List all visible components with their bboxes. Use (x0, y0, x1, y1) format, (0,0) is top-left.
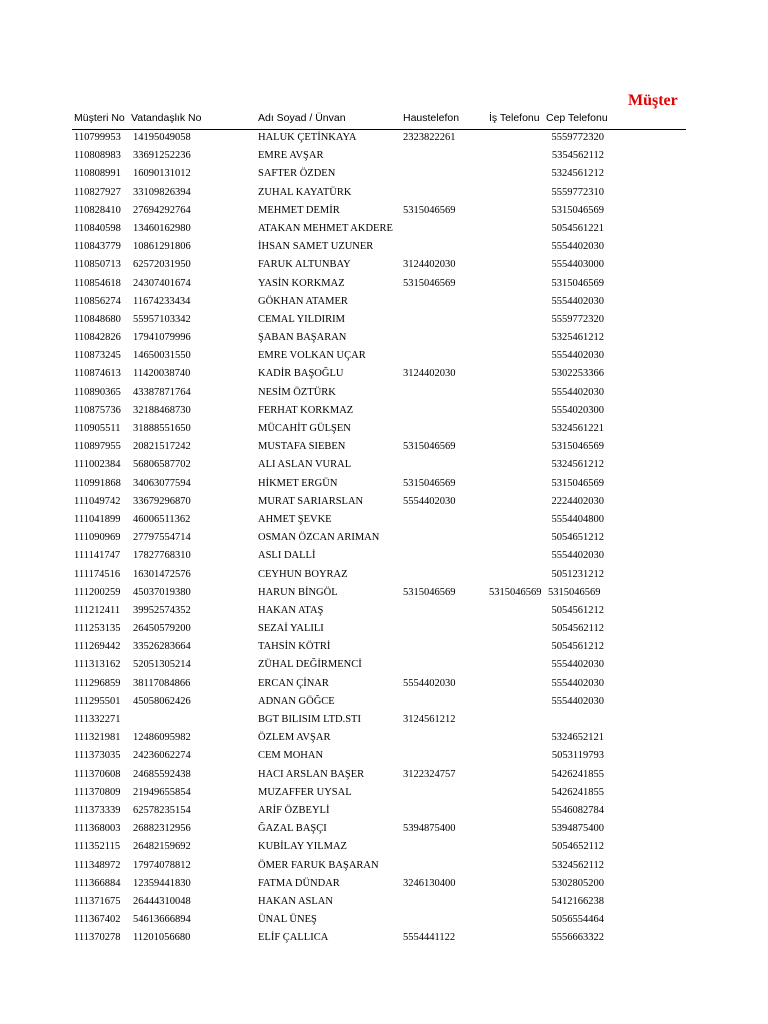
cell-vatandaslik-no: 10861291806 (133, 241, 191, 253)
cell-haustelefon: 5315046569 (403, 204, 456, 216)
cell-ad-soyad: MEHMET DEMİR (258, 204, 340, 216)
table-row (0, 786, 768, 804)
cell-ad-soyad: SEZAİ YALILI (258, 623, 324, 635)
table-row (0, 695, 768, 713)
cell-ad-soyad: KADİR BAŞOĞLU (258, 368, 344, 380)
cell-ad-soyad: ZUHAL KAYATÜRK (258, 186, 352, 198)
cell-cep-telefonu: 5302805200 (551, 877, 604, 889)
table-row (0, 131, 768, 149)
cell-cep-telefonu: 5554403000 (551, 259, 604, 271)
cell-cep-telefonu: 5559772320 (551, 132, 604, 143)
cell-vatandaslik-no: 62578235154 (133, 804, 191, 816)
table-row (0, 604, 768, 622)
cell-musteri-no: 111296859 (74, 677, 121, 689)
table-row (0, 913, 768, 931)
col-header-is-telefonu: İş Telefonu (489, 112, 540, 124)
cell-musteri-no: 111141747 (74, 550, 121, 562)
table-row (0, 895, 768, 913)
cell-vatandaslik-no: 33691252236 (133, 150, 191, 162)
table-row (0, 204, 768, 222)
table-row (0, 859, 768, 877)
cell-vatandaslik-no: 17974078812 (133, 859, 191, 871)
table-row (0, 404, 768, 422)
table-row (0, 386, 768, 404)
cell-musteri-no: 111368003 (74, 823, 121, 835)
cell-vatandaslik-no: 11674233434 (133, 295, 191, 307)
cell-ad-soyad: HARUN BİNGÖL (258, 586, 338, 598)
cell-ad-soyad: ŞABAN BAŞARAN (258, 332, 347, 344)
cell-vatandaslik-no: 17827768310 (133, 550, 191, 562)
cell-ad-soyad: EMRE AVŞAR (258, 150, 324, 162)
cell-cep-telefonu: 5054651212 (551, 532, 604, 544)
cell-ad-soyad: HALUK ÇETİNKAYA (258, 132, 357, 143)
cell-ad-soyad: ZÜHAL DEĞİRMENCİ (258, 659, 362, 671)
table-row (0, 167, 768, 185)
cell-vatandaslik-no: 46006511362 (133, 513, 191, 525)
cell-cep-telefonu: 5554402030 (551, 550, 604, 562)
cell-ad-soyad: ARİF ÖZBEYLİ (258, 804, 330, 816)
cell-musteri-no: 111174516 (74, 568, 121, 580)
cell-cep-telefonu: 5315046569 (551, 477, 604, 489)
cell-vatandaslik-no: 12486095982 (133, 732, 191, 744)
cell-ad-soyad: NESİM ÖZTÜRK (258, 386, 336, 398)
cell-vatandaslik-no: 33679296870 (133, 495, 191, 507)
table-row (0, 768, 768, 786)
cell-vatandaslik-no: 16090131012 (133, 168, 191, 180)
cell-ad-soyad: FARUK ALTUNBAY (258, 259, 351, 271)
cell-ad-soyad: YASİN KORKMAZ (258, 277, 345, 289)
cell-musteri-no: 110828410 (74, 204, 121, 216)
cell-cep-telefonu: 5054652112 (551, 841, 604, 853)
cell-musteri-no: 111366884 (74, 877, 121, 889)
cell-vatandaslik-no: 26482159692 (133, 841, 191, 853)
table-row (0, 313, 768, 331)
cell-vatandaslik-no: 12359441830 (133, 877, 191, 889)
cell-musteri-no: 111253135 (74, 623, 121, 635)
cell-vatandaslik-no: 38117084866 (133, 677, 191, 689)
cell-ad-soyad: MUSTAFA SIEBEN (258, 441, 346, 453)
table-header (0, 112, 768, 126)
cell-vatandaslik-no: 26444310048 (133, 895, 191, 907)
cell-vatandaslik-no: 62572031950 (133, 259, 191, 271)
cell-ad-soyad: ELİF ÇALLICA (258, 932, 329, 944)
cell-cep-telefonu: 5554020300 (551, 404, 604, 416)
cell-vatandaslik-no: 34063077594 (133, 477, 191, 489)
table-row (0, 440, 768, 458)
report-title: Müşter (628, 92, 678, 109)
customer-table-body (0, 131, 768, 949)
cell-haustelefon: 5394875400 (403, 823, 456, 835)
cell-haustelefon: 5554441122 (403, 932, 456, 944)
cell-cep-telefonu: 5324561212 (551, 459, 604, 471)
cell-cep-telefonu: 5324561212 (551, 168, 604, 180)
cell-cep-telefonu: 5546082784 (551, 804, 604, 816)
cell-musteri-no: 111332271 (74, 714, 121, 725)
cell-vatandaslik-no: 33109826394 (133, 186, 191, 198)
cell-ad-soyad: CEM MOHAN (258, 750, 324, 762)
cell-vatandaslik-no: 13460162980 (133, 222, 191, 234)
table-row (0, 422, 768, 440)
cell-ad-soyad: ALI ASLAN VURAL (258, 459, 352, 471)
table-row (0, 822, 768, 840)
cell-ad-soyad: CEYHUN BOYRAZ (258, 568, 348, 580)
cell-musteri-no: 111269442 (74, 641, 121, 653)
cell-ad-soyad: MUZAFFER UYSAL (258, 786, 352, 798)
cell-musteri-no: 111313162 (74, 659, 121, 671)
cell-musteri-no: 110854618 (74, 277, 121, 289)
cell-vatandaslik-no: 17941079996 (133, 332, 191, 344)
cell-cep-telefonu: 5325461212 (551, 332, 604, 344)
cell-musteri-no: 111348972 (74, 859, 121, 871)
table-row (0, 622, 768, 640)
cell-cep-telefonu: 5559772320 (551, 313, 604, 325)
cell-vatandaslik-no: 24307401674 (133, 277, 191, 289)
table-row (0, 877, 768, 895)
cell-vatandaslik-no: 14195049058 (133, 132, 191, 143)
cell-musteri-no: 110991868 (74, 477, 121, 489)
cell-musteri-no: 111367402 (74, 914, 121, 926)
cell-haustelefon: 5315046569 (403, 586, 456, 598)
cell-ad-soyad: FATMA DÜNDAR (258, 877, 340, 889)
table-row (0, 367, 768, 385)
cell-ad-soyad: ASLI DALLİ (258, 550, 316, 562)
cell-ad-soyad: İHSAN SAMET UZUNER (258, 241, 374, 253)
cell-haustelefon: 5554402030 (403, 677, 456, 689)
cell-cep-telefonu: 5056554464 (551, 914, 604, 926)
cell-vatandaslik-no: 56806587702 (133, 459, 191, 471)
cell-musteri-no: 110842826 (74, 332, 121, 344)
cell-haustelefon: 3122324757 (403, 768, 456, 780)
cell-ad-soyad: OSMAN ÖZCAN ARIMAN (258, 532, 380, 544)
cell-ad-soyad: HACI ARSLAN BAŞER (258, 768, 365, 780)
cell-musteri-no: 111049742 (74, 495, 121, 507)
cell-musteri-no: 110890365 (74, 386, 121, 398)
table-row (0, 677, 768, 695)
cell-cep-telefonu: 5554402030 (551, 295, 604, 307)
table-row (0, 586, 768, 604)
table-row (0, 331, 768, 349)
table-row (0, 149, 768, 167)
cell-vatandaslik-no: 11201056680 (133, 932, 191, 944)
cell-cep-telefonu: 5054561212 (551, 641, 604, 653)
cell-haustelefon: 5554402030 (403, 495, 456, 507)
cell-musteri-no: 111352115 (74, 841, 121, 853)
cell-ad-soyad: FERHAT KORKMAZ (258, 404, 354, 416)
cell-cep-telefonu: 5554402030 (551, 350, 604, 362)
cell-cep-telefonu: 5554402030 (551, 659, 604, 671)
cell-cep-telefonu: 5426241855 (551, 768, 604, 780)
cell-ad-soyad: MÜCAHİT GÜLŞEN (258, 423, 351, 434)
cell-vatandaslik-no: 39952574352 (133, 604, 191, 616)
cell-musteri-no: 111041899 (74, 513, 121, 525)
cell-vatandaslik-no: 27797554714 (133, 532, 191, 544)
cell-musteri-no: 111002384 (74, 459, 121, 471)
cell-musteri-no: 110874613 (74, 368, 121, 380)
cell-ad-soyad: ATAKAN MEHMET AKDERE (258, 222, 393, 234)
cell-musteri-no: 110905511 (74, 423, 121, 434)
cell-vatandaslik-no: 45037019380 (133, 586, 191, 598)
cell-musteri-no: 110843779 (74, 241, 121, 253)
table-row (0, 240, 768, 258)
cell-cep-telefonu: 5554402030 (551, 241, 604, 253)
cell-musteri-no: 111212411 (74, 604, 121, 616)
cell-musteri-no: 110875736 (74, 404, 121, 416)
table-row (0, 258, 768, 276)
table-row (0, 568, 768, 586)
cell-cep-telefonu: 5412166238 (551, 895, 604, 907)
cell-musteri-no: 111370278 (74, 932, 121, 944)
table-row (0, 531, 768, 549)
cell-vatandaslik-no: 11420038740 (133, 368, 191, 380)
cell-ad-soyad: ÜNAL ÜNEŞ (258, 914, 317, 926)
cell-cep-telefonu: 5053119793 (551, 750, 604, 762)
table-row (0, 731, 768, 749)
col-header-haustelefon: Haustelefon (403, 112, 460, 124)
cell-musteri-no: 110897955 (74, 441, 121, 453)
cell-ad-soyad: GÖKHAN ATAMER (258, 295, 348, 307)
col-header-ad-soyad: Adı Soyad / Ünvan (258, 112, 346, 124)
cell-cep-telefonu: 5315046569 (551, 441, 604, 453)
table-row (0, 931, 768, 949)
cell-cep-telefonu: 5051231212 (551, 568, 604, 580)
cell-vatandaslik-no: 43387871764 (133, 386, 191, 398)
cell-musteri-no: 111373339 (74, 804, 121, 816)
cell-musteri-no: 111321981 (74, 732, 121, 744)
cell-cep-telefonu: 5324652121 (551, 732, 604, 744)
cell-ad-soyad: ÖMER FARUK BAŞARAN (258, 859, 379, 871)
cell-cep-telefonu: 5315046569 (548, 586, 601, 598)
cell-cep-telefonu: 5054561221 (551, 222, 604, 234)
cell-cep-telefonu: 5315046569 (551, 277, 604, 289)
cell-haustelefon: 3124561212 (403, 714, 456, 725)
cell-vatandaslik-no: 14650031550 (133, 350, 191, 362)
cell-cep-telefonu: 5559772310 (551, 186, 604, 198)
cell-musteri-no: 110848680 (74, 313, 121, 325)
table-row (0, 840, 768, 858)
cell-musteri-no: 111200259 (74, 586, 121, 598)
cell-ad-soyad: HİKMET ERGÜN (258, 477, 338, 489)
cell-vatandaslik-no: 27694292764 (133, 204, 191, 216)
cell-cep-telefonu: 5426241855 (551, 786, 604, 798)
cell-ad-soyad: HAKAN ATAŞ (258, 604, 324, 616)
cell-musteri-no: 110850713 (74, 259, 121, 271)
cell-ad-soyad: ERCAN ÇİNAR (258, 677, 329, 689)
cell-ad-soyad: BGT BILISIM LTD.STI (258, 714, 361, 725)
cell-cep-telefonu: 5554402030 (551, 677, 604, 689)
table-row (0, 658, 768, 676)
cell-vatandaslik-no: 32188468730 (133, 404, 191, 416)
col-header-vatandaslik-no: Vatandaşlık No (131, 112, 202, 124)
cell-ad-soyad: KUBİLAY YILMAZ (258, 841, 347, 853)
table-row (0, 222, 768, 240)
cell-vatandaslik-no: 54613666894 (133, 914, 191, 926)
cell-vatandaslik-no: 26450579200 (133, 623, 191, 635)
table-row (0, 713, 768, 731)
cell-musteri-no: 111370608 (74, 768, 121, 780)
cell-cep-telefonu: 2224402030 (551, 495, 604, 507)
cell-cep-telefonu: 5315046569 (551, 204, 604, 216)
cell-ad-soyad: ĞAZAL BAŞÇI (258, 823, 327, 835)
table-row (0, 513, 768, 531)
cell-vatandaslik-no: 52051305214 (133, 659, 191, 671)
header-rule (72, 129, 686, 130)
cell-vatandaslik-no: 16301472576 (133, 568, 191, 580)
cell-musteri-no: 111371675 (74, 895, 121, 907)
cell-vatandaslik-no: 55957103342 (133, 313, 191, 325)
cell-haustelefon: 5315046569 (403, 477, 456, 489)
table-row (0, 349, 768, 367)
cell-haustelefon: 2323822261 (403, 132, 456, 143)
cell-cep-telefonu: 5394875400 (551, 823, 604, 835)
cell-cep-telefonu: 5354562112 (551, 150, 604, 162)
table-row (0, 186, 768, 204)
table-row (0, 458, 768, 476)
table-row (0, 749, 768, 767)
cell-haustelefon: 5315046569 (403, 277, 456, 289)
cell-ad-soyad: HAKAN ASLAN (258, 895, 333, 907)
cell-haustelefon: 3124402030 (403, 259, 456, 271)
cell-ad-soyad: EMRE VOLKAN UÇAR (258, 350, 366, 362)
cell-musteri-no: 110799953 (74, 132, 121, 143)
cell-musteri-no: 110808983 (74, 150, 121, 162)
cell-cep-telefonu: 5556663322 (551, 932, 604, 944)
cell-cep-telefonu: 5324562112 (551, 859, 604, 871)
cell-vatandaslik-no: 33526283664 (133, 641, 191, 653)
cell-ad-soyad: MURAT SARIARSLAN (258, 495, 364, 507)
cell-cep-telefonu: 5554402030 (551, 695, 604, 707)
cell-musteri-no: 110840598 (74, 222, 121, 234)
cell-cep-telefonu: 5054561212 (551, 604, 604, 616)
cell-ad-soyad: ÖZLEM AVŞAR (258, 732, 331, 744)
cell-haustelefon: 3246130400 (403, 877, 456, 889)
cell-vatandaslik-no: 24685592438 (133, 768, 191, 780)
cell-vatandaslik-no: 20821517242 (133, 441, 191, 453)
cell-vatandaslik-no: 31888551650 (133, 423, 191, 434)
cell-ad-soyad: SAFTER ÖZDEN (258, 168, 336, 180)
cell-cep-telefonu: 5324561221 (551, 423, 604, 434)
cell-is-telefonu: 5315046569 (489, 586, 542, 598)
table-row (0, 295, 768, 313)
cell-vatandaslik-no: 24236062274 (133, 750, 191, 762)
cell-musteri-no: 111370809 (74, 786, 121, 798)
cell-vatandaslik-no: 26882312956 (133, 823, 191, 835)
cell-cep-telefonu: 5554404800 (551, 513, 604, 525)
cell-musteri-no: 111090969 (74, 532, 121, 544)
col-header-musteri-no: Müşteri No (74, 112, 125, 124)
cell-musteri-no: 111295501 (74, 695, 121, 707)
table-row (0, 549, 768, 567)
table-row (0, 477, 768, 495)
table-row (0, 804, 768, 822)
cell-ad-soyad: CEMAL YILDIRIM (258, 313, 346, 325)
cell-ad-soyad: ADNAN GÖĞCE (258, 695, 335, 707)
cell-musteri-no: 110856274 (74, 295, 121, 307)
cell-ad-soyad: TAHSİN KÖTRİ (258, 641, 331, 653)
table-row (0, 640, 768, 658)
cell-cep-telefonu: 5302253366 (551, 368, 604, 380)
cell-haustelefon: 5315046569 (403, 441, 456, 453)
cell-musteri-no: 110873245 (74, 350, 121, 362)
cell-musteri-no: 111373035 (74, 750, 121, 762)
cell-musteri-no: 110827927 (74, 186, 121, 198)
cell-vatandaslik-no: 21949655854 (133, 786, 191, 798)
cell-haustelefon: 3124402030 (403, 368, 456, 380)
col-header-cep-telefonu: Cep Telefonu (546, 112, 608, 124)
cell-musteri-no: 110808991 (74, 168, 121, 180)
cell-cep-telefonu: 5054562112 (551, 623, 604, 635)
cell-vatandaslik-no: 45058062426 (133, 695, 191, 707)
cell-ad-soyad: AHMET ŞEVKE (258, 513, 332, 525)
cell-cep-telefonu: 5554402030 (551, 386, 604, 398)
table-row (0, 495, 768, 513)
table-row (0, 277, 768, 295)
